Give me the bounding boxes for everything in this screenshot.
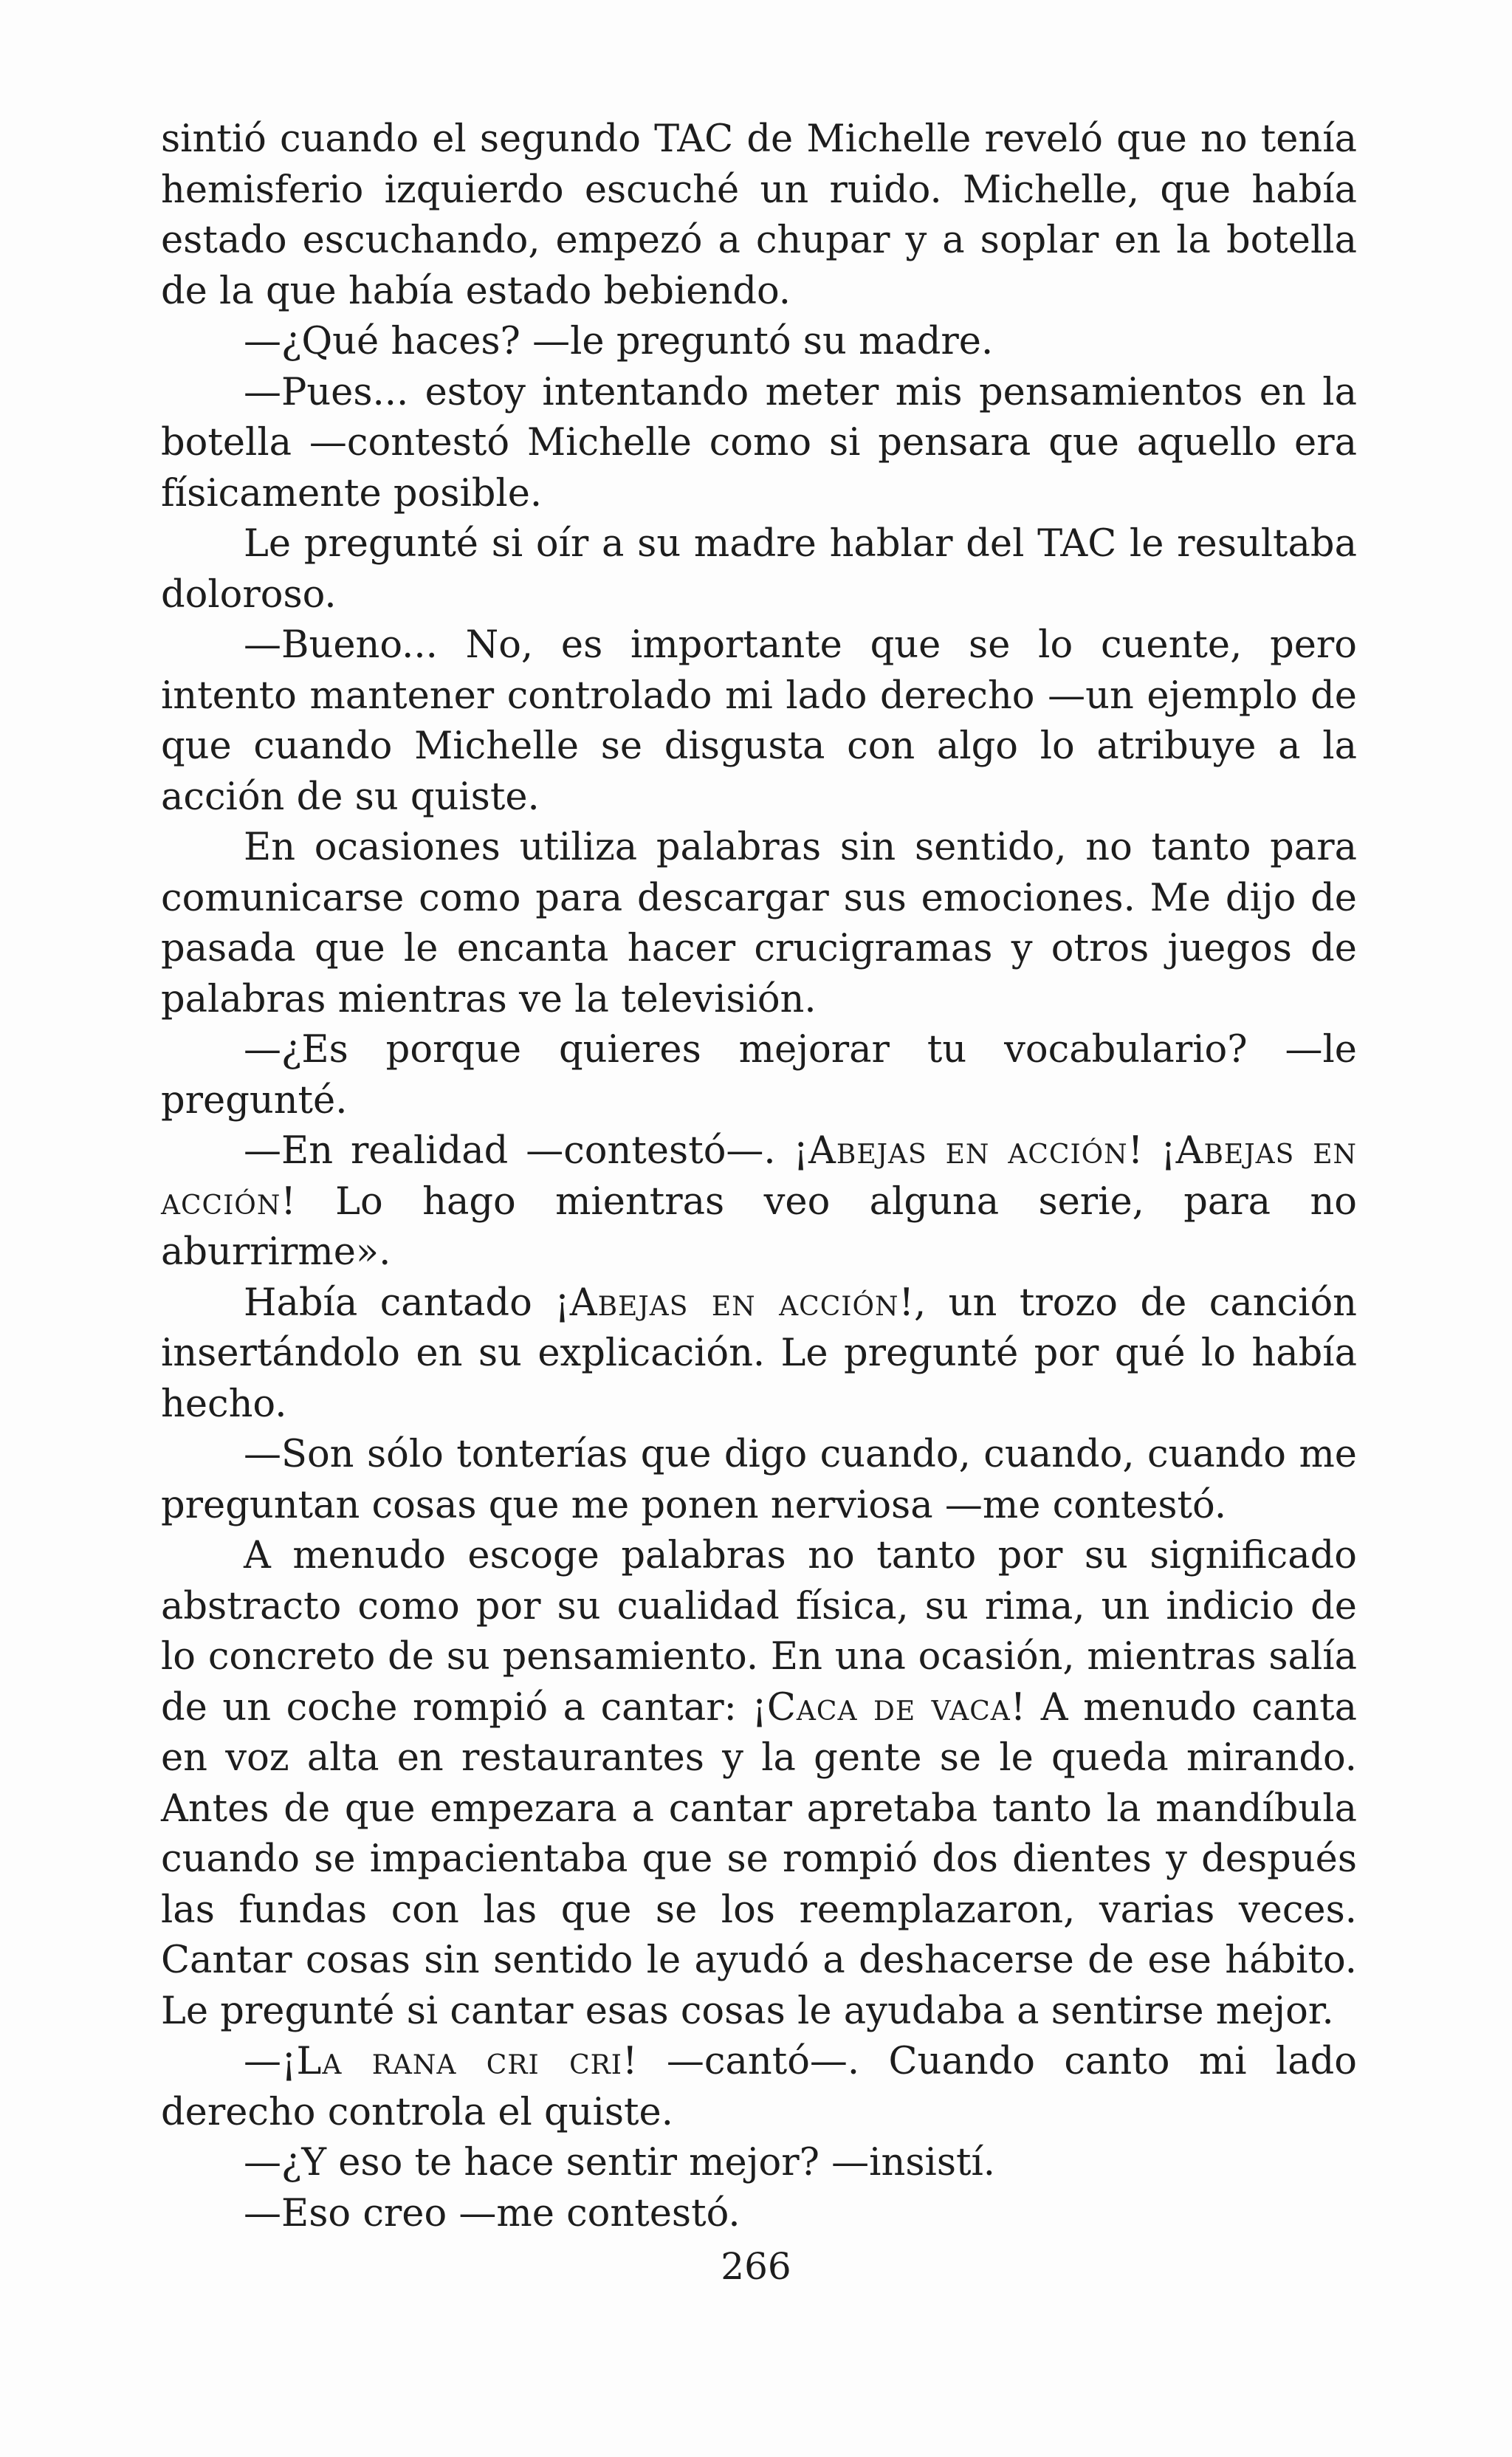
song-fragment: Abejas en acción [569,1281,899,1325]
text-segment: —Eso creo —me contestó. [244,2191,740,2235]
text-segment: —Son sólo tonterías que digo cuando, cuando, cuando me preguntan cosas que me ponen nerviosa —me contestó. [161,1433,1357,1527]
text-segment: —¿Es porque quieres mejorar tu vocabulario? —le pregunté. [161,1028,1357,1123]
song-fragment: Abejas en acción [161,1129,1357,1224]
text-segment: Le pregunté si oír a su madre hablar del TAC le resultaba doloroso. [161,522,1357,617]
paragraph [161,1278,1357,1430]
text-segment: —Bueno... No, es importante que se lo cuente, pero intento mantener controlado mi lado derecho —un ejemplo de que cuando Michelle se disgusta con algo lo atribuye a la acción de su quiste. [161,623,1357,819]
text-segment: —¡ [244,2040,297,2083]
text-segment: —¿Y eso te hace sentir mejor? —insistí. [244,2141,996,2184]
paragraph [161,2138,1357,2189]
body-text [161,114,1357,2239]
text-segment: A menudo escoge palabras no tanto por su significado abstracto como por su cualidad física, su rima, un indicio de lo concreto de su pensamiento. En una ocasión, mientras salía de un coche rompió a cantar: ¡ [161,1534,1357,1730]
paragraph [161,519,1357,620]
paragraph [161,823,1357,1025]
text-segment: —¿Qué haces? —le preguntó su madre. [244,320,994,363]
paragraph [161,1025,1357,1126]
song-fragment: La rana cri cri [296,2040,622,2083]
text-segment: En ocasiones utiliza palabras sin sentido, no tanto para comunicarse como para descargar sus emociones. Me dijo de pasada que le encanta hacer crucigramas y otros juegos de palabras mientras ve la televisión. [161,826,1357,1021]
paragraph [161,1531,1357,2037]
text-segment: —En realidad —contestó—. ¡ [244,1129,809,1173]
text-segment: ! Lo hago mientras veo alguna serie, para no aburrirme». [161,1179,1357,1274]
paragraph [161,1126,1357,1278]
paragraph [161,368,1357,520]
paragraph [161,1430,1357,1531]
text-segment: ! —cantó—. Cuando canto mi lado derecho controla el quiste. [161,2040,1357,2134]
text-segment: !, un trozo de canción insertándolo en su explicación. Le pregunté por qué lo había hecho. [161,1281,1358,1426]
song-fragment: Abejas en acción [808,1129,1128,1173]
paragraph [161,620,1357,823]
paragraph [161,2037,1357,2138]
paragraph [161,317,1357,368]
page-number: 266 [721,2245,791,2288]
paragraph [161,2189,1357,2240]
text-segment: sintió cuando el segundo TAC de Michelle reveló que no tenía hemisferio izquierdo escuché un ruido. Michelle, que había estado escuchando, empezó a chupar y a soplar en la botella de la que había estado bebiendo. [161,117,1357,313]
paragraph [161,114,1357,317]
song-fragment: Caca de vaca [766,1685,1011,1730]
text-segment: —Pues... estoy intentando meter mis pensamientos en la botella —contestó Michelle como si pensara que aquello era físicamente posible. [161,370,1357,515]
text-segment: Había cantado ¡ [244,1281,570,1325]
text-segment: ! A menudo canta en voz alta en restaurantes y la gente se le queda mirando. Antes de que empezara a cantar apretaba tanto la mandíbula cuando se impacientaba que se rompió dos dientes y después las fundas con las que se los reemplazaron, varias veces. Cantar cosas sin sentido le ayudó a deshacerse de ese hábito. Le pregunté si cantar esas cosas le ayudaba a sentirse mejor. [161,1685,1357,2033]
text-segment: ! ¡ [1127,1129,1176,1173]
